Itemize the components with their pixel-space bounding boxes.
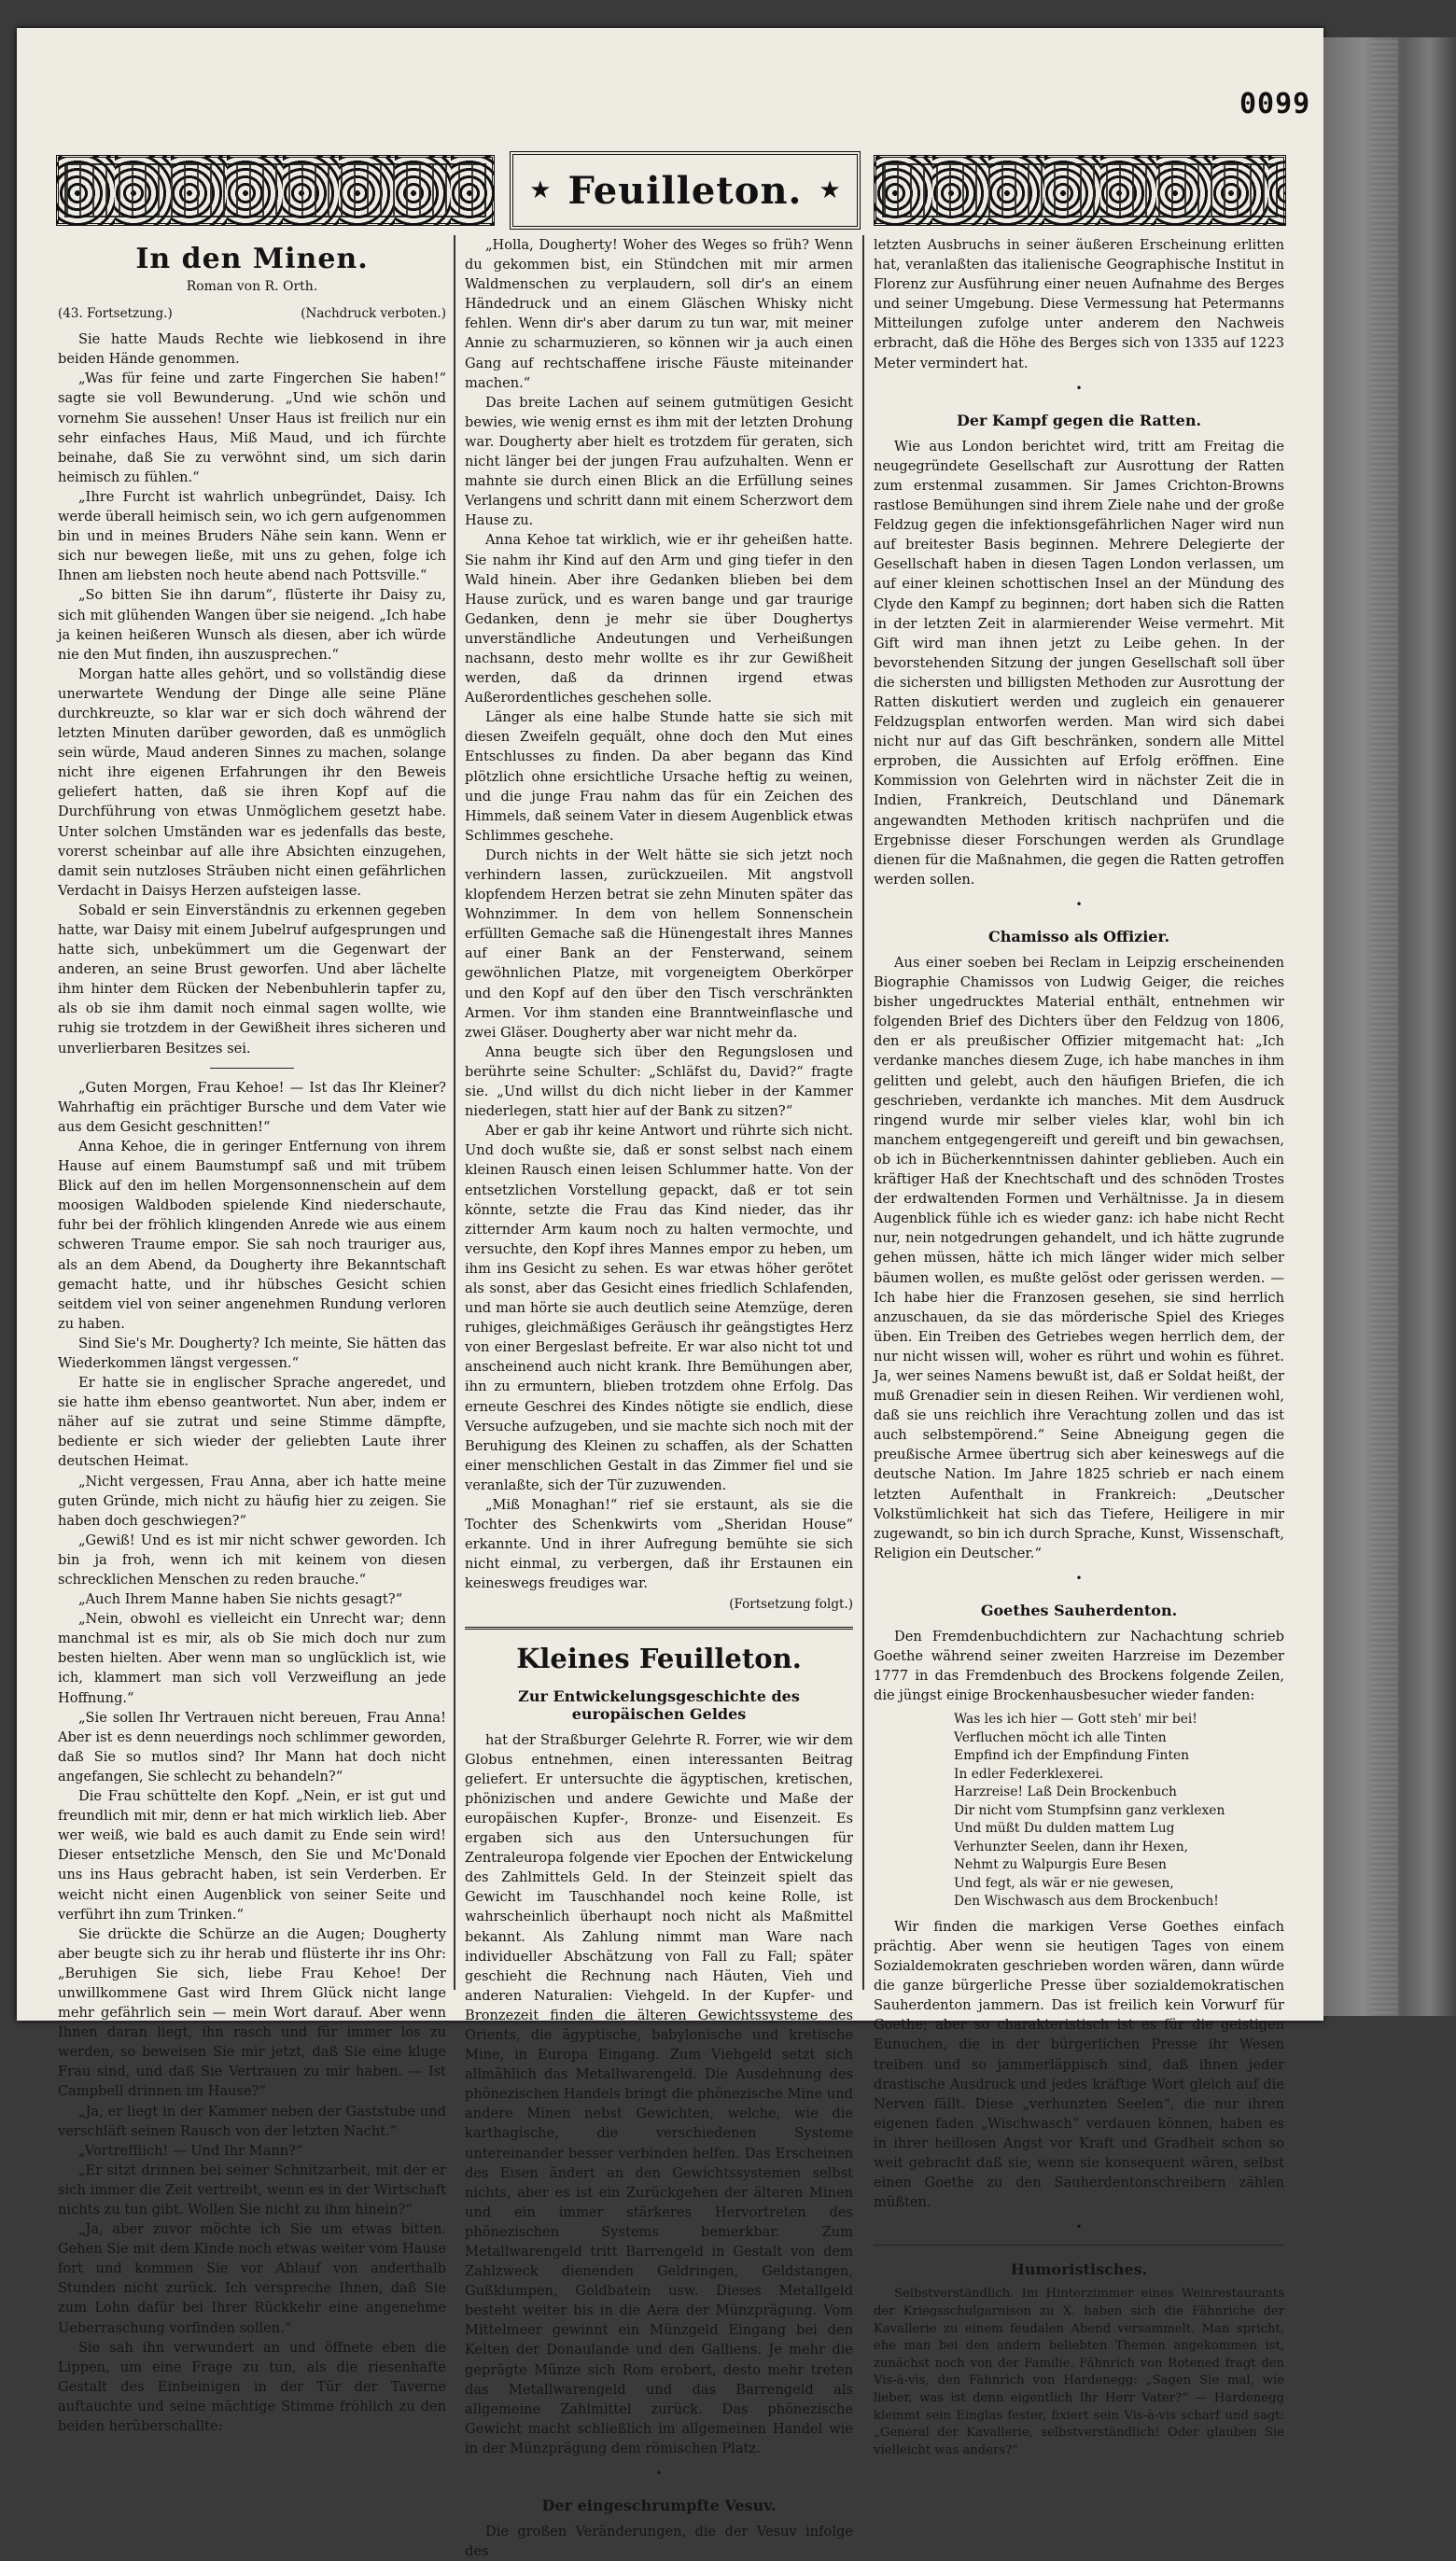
section-divider: [210, 1068, 294, 1069]
paragraph: Morgan hatte alles gehört, und so vollständig diese unerwartete Wendung der Dinge alle seine Pläne durchkreuzte, so klar war er sich doch während der letzten Minuten darüber geworden, daß es unmöglich sein würde, Maud anderen Sinnes zu machen, solange nicht ihre eigenen Erfahrungen ihr den Beweis geliefert hatten, daß sie ihren Kopf auf die Durchführung von etwas Unmöglichem gesetzt habe. Unter solchen Umständen war es jedenfalls das beste, vorerst scheinbar auf alle ihre Absichten einzugehen, damit sein nutzloses Sträuben nicht einen gefährlichen Verdacht in Daisys Herzen aufsteigen lasse.: [58, 665, 446, 899]
paragraph: „Sie sollen Ihr Vertrauen nicht bereuen, Frau Anna! Aber ist es denn neuerdings noch schlimmer geworden, daß Sie so mutlos sind? Ihr Mann hat doch nicht angefangen, Sie schlecht zu behandeln?“: [58, 1709, 446, 1784]
poem-line: Empfind ich der Empfindung Finten: [954, 1748, 1190, 1764]
poem-line: In edler Federklexerei.: [954, 1766, 1104, 1782]
paragraph: hat der Straßburger Gelehrte R. Forrer, wie wir dem Globus entnehmen, einen interessanten Beitrag geliefert. Er untersuchte die ägyptischen, kretischen, phönizischen und andere Gewichte und Maße der europäischen Kupfer-, Bronze- und Eisenzeit. Es ergaben sich aus den Untersuchungen für Zentraleuropa folgende vier Epochen der Entwickelung des Zahlmittels Geld. In der Steinzeit spielt das Gewicht im Tauschhandel noch keine Rolle, ist wahrscheinlich überhaupt noch nicht als Maßmittel bekannt. Als Zahlung nimmt man Ware nach individueller Abschätzung von Fall zu Fall; später geschieht die Rechnung nach Häuten, Vieh und anderen Naturalien: Viehgeld. In der Kupfer- und Bronzezeit finden die älteren Gewichtssysteme des Orients, die ägyptische, babylonische und kretische Mine, in Europa Eingang. Zum Viehgeld setzt sich allmählich das Metallwarengeld. Die Ausdehnung des phönezischen Handels bringt die phönezische Mine und andere Minen nebst Gewichten, welche, wie die karthagische, die verschiedenen Systeme untereinander besser verbinden helfen. Das Erscheinen des Eisen ändert an den Gewichtssystemen selbst nichts, aber es ist ein Zurückgehen der älteren Minen und ein immer stärkeres Hervortreten des phönezischen Systems bemerkbar. Zum Metallwarengeld tritt Barrengeld in Gestalt von dem Zahlzweck dienenden Geldringen, Geldstangen, Gußklumpen, Goldbatein usw. Dieses Metallgeld besteht weiter bis in die Aera der Münzprägung. Vom Mittelmeer gewinnt ein Münzgeld Eingang bei den Kelten der Donaulande und den Galliens. Je mehr die geprägte Münze sich Rom erobert, desto mehr treten das Metallwarengeld und das Barrengeld als allgemeine Zahlmittel zurück. Das phönezische Gewicht macht schließlich im allgemeinen Handel wie in der Münzprägung dem römischen Platz.: [465, 1731, 853, 2456]
paragraph: „Ja, aber zuvor möchte ich Sie um etwas bitten. Gehen Sie mit dem Kinde noch etwas weiter vom Hause fort und kommen Sie vor Ablauf von anderthalb Stunden nicht zurück. Ich verspreche Ihnen, daß Sie zum Lohn dafür bei Ihrer Rückkehr eine angenehme Ueberraschung vorfinden sollen.“: [58, 2221, 446, 2336]
paragraph: Durch nichts in der Welt hätte sie sich jetzt noch verhindern lassen, zurückzueilen. Mit angstvoll klopfendem Herzen betrat sie zehn Minuten später das Wohnzimmer. In dem von hellem Sonnenschein erfüllten Gemache saß die Hünengestalt ihres Mannes auf einer Bank an der Fensterwand, seinem gewöhnlichen Platze, mit vorgeneigtem Oberkörper und den Kopf auf den über den Tisch verschränkten Armen. Vor ihm standen eine Branntweinflasche und zwei Gläser. Dougherty aber war nicht mehr da.: [465, 847, 853, 1041]
story-text-part2: [58, 1078, 446, 2436]
paragraph: Sobald er sein Einverständnis zu erkennen gegeben hatte, war Daisy mit einem Jubelruf aufgesprungen und hatte sich, unbekümmert um die Gegenwart der anderen, an seine Brust geworfen. Und aber lächelte ihm hinter dem Rücken der Nebenbuhlerin tapfer zu, als ob sie ihm damit noch einmal sagen wollte, wie ruhig sie trotzdem in der Gewißheit ihres sicheren und unverlierbaren Besitzes sei.: [58, 902, 446, 1057]
title-box: [510, 151, 861, 230]
paragraph: „Ja, er liegt in der Kammer neben der Gaststube und verschläft seinen Rausch von der letzten Nacht.“: [58, 2103, 446, 2139]
poem: [954, 1711, 1284, 1911]
paragraph: Das breite Lachen auf seinem gutmütigen Gesicht bewies, wie wenig ernst es ihm mit der letzten Drohung war. Dougherty aber hielt es trotzdem für geraten, sich nicht länger bei der jungen Frau aufzuhalten. Wenn er mahnte sie durch einen Blick an die Erfüllung seines Verlangens und schritt dann mit einem Scherzwort dem Hause zu.: [465, 394, 853, 529]
paragraph: Selbstverständlich. Im Hinterzimmer eines Weinrestaurants der Kriegsschulgarnison zu X. haben sich die Fähnriche der Kavallerie zu einem feudalen Abend versammelt. Man spricht, ehe man bei den andern beliebten Themen angekommen ist, zunächst noch von der Familie. Fähnrich von Rotened fragt den Vis-à-vis, den Fähnrich von Hardenegg: „Sagen Sie mal, wie lieber, was ist denn eigentlich Ihr Herr Vater?“ — Hardenegg klemmt sein Einglas fester, fixiert sein Vis-à-vis scharf und sagt: „General der Kavallerie, selbstverständlich! Oder glauben Sie vielleicht was anders?“: [874, 2287, 1284, 2457]
column-2: [465, 235, 853, 2560]
poem-line: Und müßt Du dulden mattem Lug: [954, 1821, 1175, 1837]
paragraph: „So bitten Sie ihn darum“, flüsterte ihr Daisy zu, sich mit glühenden Wangen über sie neigend. „Ich habe ja keinen heißeren Wunsch als diesen, aber ich würde nie den Mut finden, ihn auszusprechen.“: [58, 587, 446, 663]
article-headline: Der Kampf gegen die Ratten.: [956, 411, 1202, 429]
column-1: [58, 235, 446, 2435]
rights-note: (Nachdruck verboten.): [301, 306, 446, 322]
paragraph: „Ihre Furcht ist wahrlich unbegründet, Daisy. Ich werde überall heimisch sein, wo ich gern aufgenommen bin und in meines Bruders Nähe sein kann. Wenn er sich nur bewegen ließe, mit uns zu gehen, folge ich Ihnen am liebsten noch heute abend nach Pottsville.“: [58, 488, 446, 584]
poem-line: Was les ich hier — Gott steh' mir bei!: [954, 1712, 1197, 1728]
column-rule: [862, 235, 864, 1990]
paragraph: Sie sah ihn verwundert an und öffnete eben die Lippen, um eine Frage zu tun, als die riesenhafte Gestalt des Einbeinigen in der Tür der Taverne auftauchte und seine mächtige Stimme fröhlich zu den beiden herüberschallte:: [58, 2339, 446, 2435]
paragraph: „Holla, Dougherty! Woher des Weges so früh? Wenn du gekommen bist, ein Stündchen mit mir armen Waldmenschen zu verplaudern, soll dir's an einem Händedruck und an einem Gläschen Whisky nicht fehlen. Wenn dir's aber darum zu tun war, mit meiner Annie zu scharmuzieren, so können wir ja auch einen Gang auf rechtschaffene irische Fäuste miteinander machen.“: [465, 237, 853, 391]
paragraph: letzten Ausbruchs in seiner äußeren Erscheinung erlitten hat, veranlaßten das italienische Geographische Institut in Florenz zur Ausführung einer neuen Aufnahme des Berges und seiner Umgebung. Diese Vermessung hat Petermanns Mitteilungen zufolge unter anderem den Nachweis erbracht, daß die Höhe des Berges sich von 1335 auf 1223 Meter vermindert hat.: [874, 237, 1284, 371]
star-icon: ★: [819, 176, 841, 204]
article-headline: Zur Entwickelungsgeschichte des europäischen Geldes: [518, 1686, 800, 1723]
ornament-right: [874, 155, 1286, 226]
paragraph: Er hatte sie in englischer Sprache angeredet, und sie hatte ihm ebenso geantwortet. Nun aber, indem er näher auf sie zutrat und seine Stimme dämpfte, bediente er sich wieder der geliebten Laute ihrer deutschen Heimat.: [58, 1375, 446, 1470]
column-rule: [454, 235, 455, 1990]
separator-dot: •: [1075, 1571, 1083, 1585]
paragraph: Sie drückte die Schürze an die Augen; Dougherty aber beugte sich zu ihr herab und flüsterte ihr ins Ohr: „Beruhigen Sie sich, liebe Frau Kehoe! Der unwillkommene Gast wird Ihrem Glück nicht lange mehr gefährlich sein — mein Wort darauf. Aber wenn Ihnen daran liegt, ihn rasch und für immer los zu werden, so beweisen Sie mir jetzt, daß Sie eine kluge Frau sind, und daß Sie Vertrauen zu mir haben. — Ist Campbell drinnen im Hause?“: [58, 1925, 446, 2100]
paragraph: Länger als eine halbe Stunde hatte sie sich mit diesen Zweifeln gequält, ohne doch den Mut eines Entschlusses zu finden. Da aber begann das Kind plötzlich ohne ersichtliche Ursache heftig zu weinen, und die junge Frau nahm das für ein Zeichen des Himmels, daß seinem Vater in diesem Augenblick etwas Schlimmes geschehe.: [465, 709, 853, 844]
poem-line: Harzreise! Laß Dein Brockenbuch: [954, 1784, 1177, 1800]
paragraph: Sie hatte Mauds Rechte wie liebkosend in ihre beiden Hände genommen.: [58, 331, 446, 368]
kleines-feuilleton-title: Kleines Feuilleton.: [516, 1642, 802, 1674]
installment-meta: [58, 304, 446, 324]
paragraph: „Auch Ihrem Manne haben Sie nichts gesagt?“: [78, 1591, 403, 1608]
section-title: Feuilleton.: [567, 168, 803, 213]
paragraph: „Gewiß! Und es ist mir nicht schwer geworden. Ich bin ja froh, wenn ich mit keinem von diesen schrecklichen Menschen zu reden brauche.“: [58, 1532, 446, 1588]
paragraph: Die Frau schüttelte den Kopf. „Nein, er ist gut und freundlich mit mir, denn er hat mich wirklich lieb. Aber wer weiß, wie bald es auch damit zu Ende sein wird! Dieser entsetzliche Mensch, den Sie und Mc'Donald uns ins Haus gebracht haben, ist sein Verderben. Er weicht nicht einen Augenblick von seiner Seite und verführt ihn zum Trinken.“: [58, 1788, 446, 1923]
story-text-part1: [58, 329, 446, 1057]
paragraph: „Was für feine und zarte Fingerchen Sie haben!“ sagte sie voll Bewunderung. „Und wie schön und vornehm Sie aussehen! Unser Haus ist freilich nur ein sehr einfaches Haus, Miß Maud, und ich fürchte beinahe, daß Sie zu verwöhnt sind, um sich darin heimisch zu fühlen.“: [58, 371, 446, 485]
separator-dot: •: [1075, 381, 1083, 395]
poem-line: Den Wischwasch aus dem Brockenbuch!: [954, 1894, 1219, 1910]
paragraph: Wir finden die markigen Verse Goethes einfach prächtig. Aber wenn sie heutigen Tages von einem Sozialdemokraten geschrieben worden wären, dann würde die ganze bürgerliche Presse über sozialdemokratischen Sauherdenton jammern. Das ist freilich kein Vorwurf für Goethe; aber so charakteristisch ist es für die geistigen Eunuchen, die in der bürgerlichen Presse ihr Wesen treiben und so jammerläppisch sind, daß ihnen jeder drastische Ausdruck und jedes kräftige Wort gleich auf die Nerven fällt. Diese „verhunzten Seelen“, die nur ihren eigenen faden „Wischwasch“ verdauen können, haben es in ihrer heillosen Angst vor Kraft und Gradheit schon so weit gebracht daß sie, wenn sie konsequent wären, selbst einen Goethe zu den Sauherdentonschreibern zählen müßten.: [874, 1918, 1284, 2211]
article-headline: Der eingeschrumpfte Vesuv.: [541, 2497, 777, 2515]
humor-section: [874, 2245, 1284, 2459]
article-headline: Chamisso als Offizier.: [987, 928, 1170, 945]
paragraph: Die großen Veränderungen, die der Vesuv infolge des: [465, 2524, 853, 2560]
separator-dot: •: [1075, 2220, 1083, 2234]
poem-line: Und fegt, als wär er nie gewesen,: [954, 1875, 1174, 1891]
paragraph: Aber er gab ihr keine Antwort und rührte sich nicht. Und doch wußte sie, daß er sonst selbst nach einem kleinen Rausch einen leisen Schlummer hatte. Von der entsetzlichen Vorstellung gepackt, daß er tot sein könnte, setzte die Frau das Kind nieder, das ihr zitternder Arm kaum noch zu halten vermochte, und versuchte, den Kopf ihres Mannes empor zu heben, um ihm ins Gesicht zu sehen. Es war etwas höher gerötet als sonst, aber das Gesicht eines friedlich Schlafenden, und man hörte sie auch deutlich seine Atemzüge, deren ruhiges, gleichmäßiges Geräusch ihr geängstigtes Herz von einer Bergeslast befreite. Er war also nicht tot und anscheinend auch nicht krank. Ihre Bemühungen aber, ihn zu ermuntern, blieben trotzdem ohne Erfolg. Das erneute Geschrei des Kindes nötigte sie endlich, diese Versuche aufzugeben, und sie machte sich noch mit der Beruhigung des Kleinen zu schaffen, als der Schatten einer menschlichen Gestalt in das Zimmer fiel und sie veranlaßte, sich der Tür zuzuwenden.: [465, 1123, 853, 1493]
paragraph: „Er sitzt drinnen bei seiner Schnitzarbeit, mit der er sich immer die Zeit vertreibt, wenn es in der Wirtschaft nichts zu tun gibt. Wollen Sie nicht zu ihm hinein?“: [58, 2162, 446, 2218]
paragraph: „Miß Monaghan!“ rief sie erstaunt, als sie die Tochter des Schenkwirts vom „Sheridan House“ erkannte. Und in ihrer Aufregung bemühte sie sich nicht einmal, zu verbergen, daß ihr Erstaunen ein keineswegs freudiges war.: [465, 1497, 853, 1592]
paragraph: Sind Sie's Mr. Dougherty? Ich meinte, Sie hätten das Wiederkommen längst vergessen.“: [58, 1335, 446, 1371]
continue-note: (Fortsetzung folgt.): [729, 1597, 853, 1613]
separator-dot: •: [1075, 897, 1083, 911]
paragraph: Den Fremdenbuchdichtern zur Nachachtung schrieb Goethe während seiner zweiten Harzreise im Dezember 1777 in das Fremdenbuch des Brockens folgende Zeilen, die jüngst einige Brockenhausbesucher wieder fanden:: [874, 1629, 1284, 1704]
installment-label: (43. Fortsetzung.): [58, 306, 173, 322]
paragraph: „Nicht vergessen, Frau Anna, aber ich hatte meine guten Gründe, mich nicht zu häufig hier zu zeigen. Sie haben doch geschwiegen?“: [58, 1473, 446, 1529]
paragraph: Anna Kehoe tat wirklich, wie er ihr geheißen hatte. Sie nahm ihr Kind auf den Arm und ging tiefer in den Wald hinein. Aber ihre Gedanken blieben bei dem Hause zurück, und es waren bange und gar traurige Gedanken, denn je mehr sie über Doughertys unverständliche Andeutungen und Verheißungen nachsann, desto mehr wollte es ihr zur Gewißheit werden, daß da drinnen irgend etwas Außerordentliches geschehen solle.: [465, 532, 853, 707]
page-number: 0099: [1239, 88, 1311, 120]
ornament-left: [56, 155, 495, 226]
paragraph: „Guten Morgen, Frau Kehoe! — Ist das Ihr Kleiner? Wahrhaftig ein prächtiger Bursche und dem Vater wie aus dem Gesicht geschnitten!“: [58, 1079, 446, 1135]
poem-line: Verfluchen möcht ich alle Tinten: [954, 1729, 1167, 1745]
paragraph: Anna beugte sich über den Regungslosen und berührte seine Schulter: „Schläfst du, David?“ fragte sie. „Und willst du dich nicht lieber in der Kammer niederlegen, statt hier auf der Bank zu sitzen?“: [465, 1043, 853, 1120]
paragraph: „Vortrefflich! — Und Ihr Mann?“: [78, 2142, 303, 2159]
paragraph: Aus einer soeben bei Reclam in Leipzig erscheinenden Biographie Chamissos von Ludwig Geiger, die reiches bisher ungedrucktes Material enthält, entnehmen wir folgenden Brief des Dichters über den Feldzug von 1806, den er als preußischer Offizier mitgemacht hat: „Ich verdanke manches diesem Zuge, ich habe manches in ihm gelitten und gelebt, auch den häufigen Briefen, die ich geschrieben, verdankte ich manches. Mit dem Ausdruck ringend wurde mir selber vieles klar, wohl bin ich manchem entgegengereift und gereift und bin gewachsen, ob ich in Bücherkenntnissen dahinter geblieben. Auch ein kräftiger Haß der Knechtschaft und des schnöden Trostes der erdwaltenden Formen und Verhältnisse. Ja in diesem Augenblick fühle ich es wieder ganz: ich habe nicht Recht nur, nein notgedrungen gehandelt, und ich hätte zugrunde gehen müssen, hätte ich mich länger wider mich selber bäumen wollen, es mußte gelöst oder gerissen werden. — Ich habe hier die Franzosen gesehen, sie sind herrlich anzuschauen, da sie das mörderische Spiel des Krieges üben. Ein Treiben des Getriebes wegen herrlich dem, der nur nicht wissen will, woher es rührt und wohin es führet. Ja, wer seines Namens bewußt ist, daß er Soldat heißt, der muß Grenadier sein in diesen Reihen. Wir verdienen wohl, daß sie uns reichlich ihre Verachtung zollen und das ist auch selbstempörend.“ Seine Abneigung gegen die preußische Armee übertrug sich aber keineswegs auf die deutsche Nation. Im Jahre 1825 schrieb er nach einem letzten Aufenthalt in Frankreich: „Deutscher Volkstümlichkeit hat sich das Tiefere, Heiligere in mir zugewandt, so bin ich durch Sprache, Kunst, Wissenschaft, Religion ein Deutscher.“: [874, 955, 1284, 1561]
column-3: [874, 235, 1284, 2457]
article-headline: Goethes Sauherdenton.: [980, 1602, 1178, 1619]
article-headline: Humoristisches.: [1010, 2260, 1148, 2279]
paragraph: Anna Kehoe, die in geringer Entfernung von ihrem Hause auf einem Baumstumpf saß und mit trübem Blick auf den im hellen Morgensonnenschein auf dem moosigen Waldboden spielende Kind niederschaute, fuhr bei der fröhlich klingenden Anrede wie aus einem schweren Traume empor. Sie sah noch trauriger aus, als an dem Abend, da Dougherty ihre Bekanntschaft gemacht hatte, und ihr hübsches Gesicht schien seitdem viel von seiner angenehmen Rundung verloren zu haben.: [58, 1138, 446, 1332]
byline: Roman von R. Orth.: [186, 279, 318, 294]
poem-line: Dir nicht vom Stumpfsinn ganz verklexen: [954, 1802, 1225, 1818]
newspaper-page: [17, 28, 1323, 2560]
paragraph: Wie aus London berichtet wird, tritt am Freitag die neugegründete Gesellschaft zur Ausrottung der Ratten zum erstenmal zusammen. Sir James Crichton-Browns rastlose Bemühungen sind ihrem Ziele nahe und der große Feldzug gegen die infektionsgefährlichen Nager wird nun auf breitester Basis beginnen. Mehrere Delegierte der Gesellschaft haben in diesen Tagen London verlassen, um auf einer kleinen schottischen Insel an der Mündung des Clyde den Kampf zu beginnen; dort haben sich die Ratten in der letzten Zeit in alarmierender Weise vermehrt. Mit Gift wird man ihnen jetzt zu Leibe gehen. In der bevorstehenden Sitzung der jungen Gesellschaft soll über die sichersten und billigsten Methoden zur Ausrottung der Ratten diskutiert werden und zugleich ein genauerer Feldzugsplan entworfen werden. Man wird sich dabei nicht nur auf das Gift beschränken, sondern alle Mittel erproben, die Aussichten auf Erfolg eröffnen. Eine Kommission von Gelehrten wird in nächster Zeit die in Indien, Frankreich, Deutschland und Dänemark angewandten Methoden kritisch nachprüfen und die Ergebnisse dieser Forschungen werden als Grundlage dienen für die Maßnahmen, die gegen die Ratten getroffen werden sollen.: [874, 438, 1284, 888]
book-binding: [1323, 37, 1456, 2016]
kleines-feuilleton: [465, 1627, 853, 2561]
story-title: In den Minen.: [135, 243, 369, 275]
paragraph: „Nein, obwohl es vielleicht ein Unrecht war; denn manchmal ist es mir, als ob Sie mich doch nur zum besten hielten. Aber wenn man so unglücklich ist, wie ich, klammert man sich voll Verzweiflung an jede Hoffnung.“: [58, 1611, 446, 1706]
poem-line: Nehmt zu Walpurgis Eure Besen: [954, 1857, 1167, 1873]
poem-line: Verhunzter Seelen, dann ihr Hexen,: [954, 1839, 1188, 1854]
feuilleton-header: [56, 147, 1286, 233]
star-icon: ★: [529, 176, 552, 204]
separator-dot: •: [655, 2467, 663, 2481]
